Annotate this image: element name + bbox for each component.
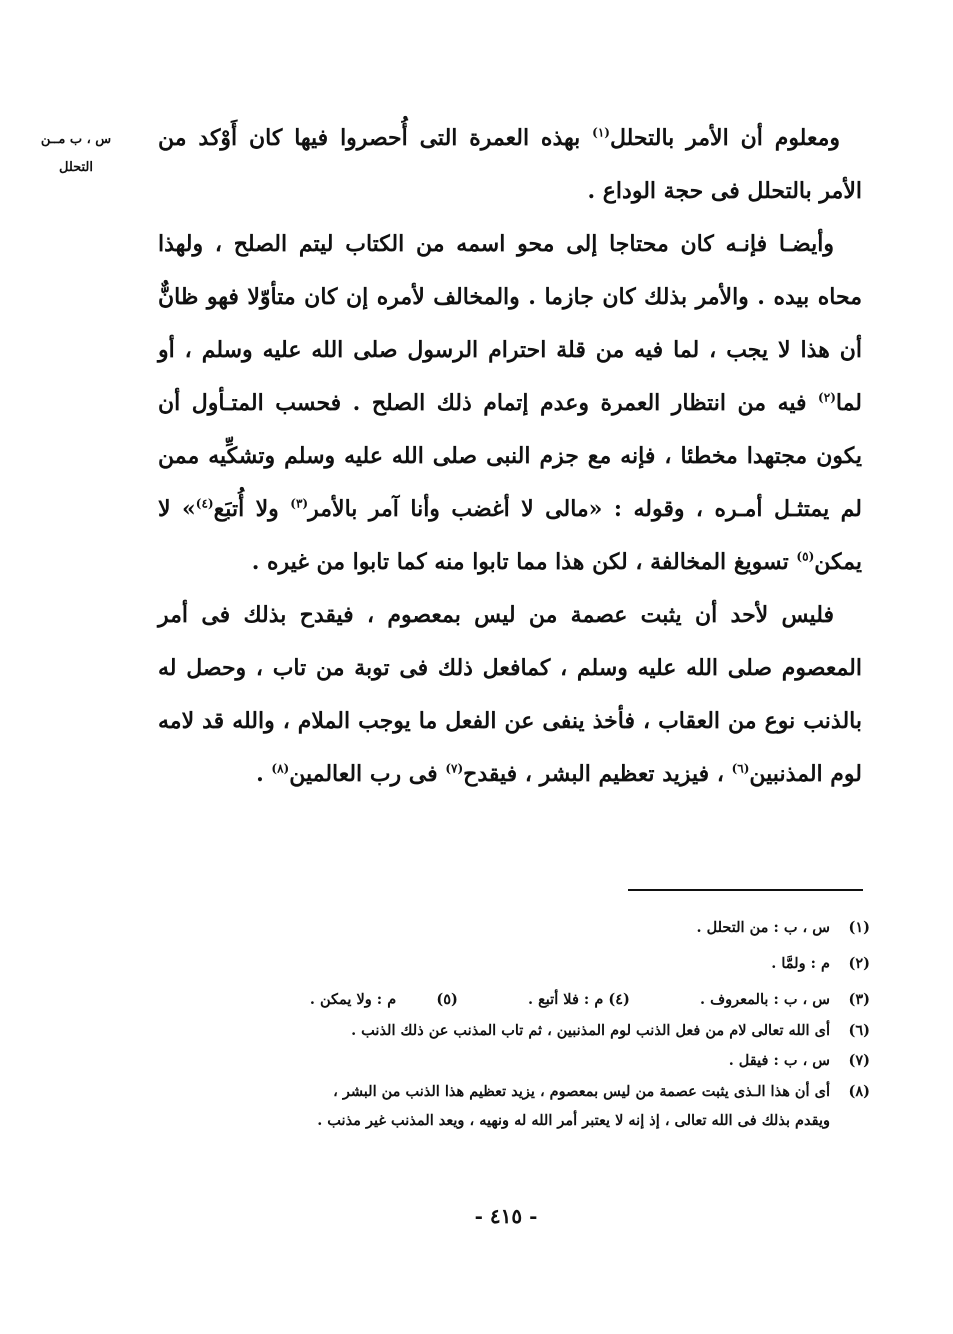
main-text	[158, 112, 862, 801]
margin-note-line: س ، ب مــن	[40, 132, 112, 147]
text-run: .	[256, 761, 272, 787]
footnote-item	[170, 1079, 870, 1104]
text-run: تسويغ المخالفة ، لكن هذا مما تابوا منه كما تابوا من غيره .	[251, 549, 797, 575]
footnote-number: (٦)	[848, 1022, 870, 1039]
margin-note	[20, 126, 132, 182]
footnote-ref: (١)	[592, 125, 610, 140]
footnote-text: س ، ب : فيقل .	[728, 1052, 830, 1069]
text-run: ، فيزيد تعظيم البشر ، فيقدح	[463, 761, 732, 787]
footnote-ref: (٥)	[796, 549, 815, 564]
footnote-text: م : ولمَّا .	[771, 955, 830, 972]
text-run: ولا أُتبَع	[213, 496, 291, 522]
footnote-text: م : فلا أتبع .	[527, 991, 604, 1008]
footnote-number: (١)	[848, 919, 870, 936]
text-run: وأيضـا فإنـه كان محتاجا إلى محو اسمه من الكتاب ليتم الصلح ، ولهذا محاه بيده . والأمر بذلك كان جازما . والمخالف لأمره إن كان متأوّلا فهو ظانٌّ أن هذا لا يجب ، لما فيه من قلة احترام الرسول صلى الله عليه وسلم ، أو لما	[158, 231, 862, 416]
paragraph	[158, 589, 862, 801]
footnote-ref: (٤)	[195, 496, 214, 511]
footnote-number: (٤)	[608, 991, 630, 1008]
text-run: فى رب العالمين	[289, 761, 446, 787]
footnote-item-group	[170, 982, 870, 1018]
footnote-number: (٨)	[848, 1083, 870, 1100]
footnote-text: س ، ب : بالمعروف .	[700, 991, 830, 1008]
paragraph	[158, 112, 862, 218]
footnote-separator	[628, 889, 863, 891]
text-run: فليس لأحد أن يثبت عصمة من ليس بمعصوم ، فيقدح بذلك فى أمر المعصوم صلى الله عليه وسلم ، كمافعل ذلك فى توبة من تاب ، وحصل له بالذنب نوع من العقاب ، فأخذ ينفى عن الفعل ما يوجب الملام ، والله قد لامه لوم المذنبين	[158, 602, 862, 787]
footnote-item	[170, 1018, 870, 1043]
text-run: فيه من انتظار العمرة وعدم إتمام ذلك الصلح . فحسب المتـأول أن يكون مجتهدا مخطئا ، فإنه مع جزم النبى صلى الله عليه وسلم وتشكِّيه ممن لم يمتثـل أمـره ، وقوله : «مالى لا أغضب وأنا آمر بالأمر	[158, 390, 862, 522]
text-run: » لا يمكن	[158, 496, 862, 575]
text-run: ومعلوم أن الأمر بالتحلل	[609, 125, 840, 151]
footnote-text: أى الله تعالى لام من فعل الذنب لوم المذنبين ، ثم تاب المذنب عن ذلك الذنب .	[351, 1022, 830, 1039]
footnote-continuation: ويقدم بذلك فى الله تعالى ، إذ إنه لا يعتبر أمر الله له ونهيه ، ويعد المذنب غير مذنب .	[317, 1112, 830, 1129]
footnote-ref: (٨)	[271, 761, 290, 776]
footnote-number: (٧)	[848, 1052, 870, 1069]
footnote-number: (٢)	[848, 955, 870, 972]
footnote-text: م : ولا يمكن .	[309, 991, 397, 1008]
footnote-number: (٣)	[848, 991, 870, 1008]
footnote-ref: (٦)	[731, 761, 750, 776]
footnote-ref: (٧)	[445, 761, 464, 776]
page-number: - ٤١٥ -	[474, 1204, 538, 1228]
text-run: بهذه العمرة التى أُحصروا فيها كان أَوْكد من الأمر بالتحلل فى حجة الوداع .	[158, 125, 862, 204]
footnote-item	[170, 946, 870, 982]
footnotes	[170, 910, 870, 1138]
footnote-ref: (٢)	[818, 390, 836, 405]
margin-note-line: التحلل	[58, 160, 94, 175]
footnote-ref: (٣)	[290, 496, 309, 511]
footnote-item	[170, 1043, 870, 1079]
footnote-text: س ، ب : من التحلل .	[696, 919, 830, 936]
footnote-number: (٥)	[436, 991, 458, 1008]
footnote-text: أى أن هذا الـذى يثبت عصمة من ليس بمعصوم ، يزيد تعظيم هذا الذنب من البشر ،	[333, 1083, 830, 1100]
paragraph	[158, 218, 862, 589]
footnote-item	[170, 910, 870, 946]
